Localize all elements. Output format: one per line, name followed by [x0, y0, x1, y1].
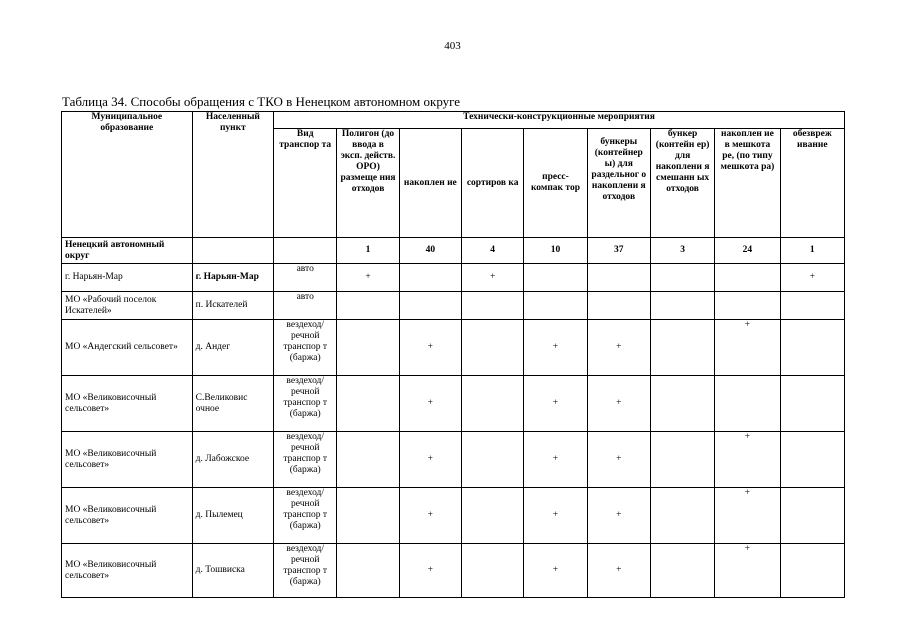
measure-cell: + — [524, 488, 587, 544]
table-caption: Таблица 34. Способы обращения с ТКО в Ненецком автономном округе — [62, 94, 461, 109]
total-value: 24 — [715, 238, 780, 264]
measure-cell — [462, 432, 524, 488]
measure-cell — [337, 488, 399, 544]
transport-cell: вездеход/ речной транспор т (баржа) — [274, 432, 337, 488]
total-value: 10 — [524, 238, 587, 264]
total-municipality: Ненецкий автономный округ — [62, 238, 193, 264]
measure-cell — [780, 320, 844, 376]
table-row — [62, 376, 845, 432]
measure-cell: + — [587, 320, 650, 376]
measure-cell — [715, 264, 780, 292]
settlement-header: Населенный пункт — [192, 112, 273, 238]
accumulation-header: накоплен ие — [399, 129, 461, 238]
municipality-cell: МО «Великовисочный сельсовет» — [62, 488, 193, 544]
settlement-cell: д. Тошвиска — [192, 544, 273, 598]
municipality-cell: г. Нарьян-Мар — [62, 264, 193, 292]
measure-cell — [399, 292, 461, 320]
transport-cell: вездеход/ речной транспор т (баржа) — [274, 488, 337, 544]
measure-cell — [337, 320, 399, 376]
settlement-cell: п. Искателей — [192, 292, 273, 320]
measure-cell — [650, 488, 714, 544]
measure-cell: + — [780, 264, 844, 292]
measure-cell — [650, 320, 714, 376]
measure-cell — [462, 376, 524, 432]
total-settlement — [192, 238, 273, 264]
header-row-1 — [62, 112, 845, 129]
total-row — [62, 238, 845, 264]
measure-cell: + — [399, 432, 461, 488]
settlement-cell: г. Нарьян-Мар — [192, 264, 273, 292]
transport-cell: авто — [274, 292, 337, 320]
table-row — [62, 432, 845, 488]
measure-cell: + — [715, 544, 780, 598]
measure-cell: + — [399, 320, 461, 376]
municipality-cell: МО «Великовисочный сельсовет» — [62, 544, 193, 598]
measure-cell — [337, 432, 399, 488]
transport-cell: вездеход/ речной транспор т (баржа) — [274, 320, 337, 376]
transport-cell: авто — [274, 264, 337, 292]
measure-cell — [780, 292, 844, 320]
total-value: 1 — [337, 238, 399, 264]
settlement-cell: С.Великовис очное — [192, 376, 273, 432]
measure-cell — [462, 544, 524, 598]
table-row — [62, 320, 845, 376]
measure-cell: + — [524, 432, 587, 488]
measure-cell — [780, 488, 844, 544]
measure-cell: + — [399, 544, 461, 598]
measure-cell: + — [587, 488, 650, 544]
measure-cell: + — [587, 544, 650, 598]
sorting-header: сортиров ка — [462, 129, 524, 238]
total-value — [274, 238, 337, 264]
measure-cell: + — [462, 264, 524, 292]
measure-cell — [715, 376, 780, 432]
measure-cell: + — [715, 320, 780, 376]
bag-accumulation-header: накоплен ие в мешкота ре, (по типу мешкота ра) — [715, 129, 780, 238]
measure-cell — [524, 292, 587, 320]
measure-cell — [780, 376, 844, 432]
waste-management-table — [61, 111, 845, 598]
measure-cell: + — [715, 432, 780, 488]
measure-cell — [462, 320, 524, 376]
transport-cell: вездеход/ речной транспор т (баржа) — [274, 376, 337, 432]
table-row — [62, 264, 845, 292]
settlement-cell: д. Андег — [192, 320, 273, 376]
municipality-cell: МО «Рабочий поселок Искателей» — [62, 292, 193, 320]
measure-cell — [587, 292, 650, 320]
page-number: 403 — [444, 40, 461, 52]
mixed-bin-header: бункер (контейн ер) для накоплени я смешанн ых отходов — [650, 129, 714, 238]
municipality-cell: МО «Великовисочный сельсовет» — [62, 376, 193, 432]
total-value: 4 — [462, 238, 524, 264]
measure-cell — [780, 544, 844, 598]
measure-cell — [650, 432, 714, 488]
measure-cell: + — [524, 320, 587, 376]
settlement-cell: д. Лабожское — [192, 432, 273, 488]
transport-cell: вездеход/ речной транспор т (баржа) — [274, 544, 337, 598]
total-value: 37 — [587, 238, 650, 264]
measure-cell — [399, 264, 461, 292]
municipality-cell: МО «Великовисочный сельсовет» — [62, 432, 193, 488]
total-value: 3 — [650, 238, 714, 264]
measure-cell: + — [587, 432, 650, 488]
separate-bins-header: бункеры (контейнер ы) для раздельног о накоплени я отходов — [587, 129, 650, 238]
measure-cell — [462, 292, 524, 320]
measure-cell: + — [524, 376, 587, 432]
table-row — [62, 488, 845, 544]
measure-cell — [524, 264, 587, 292]
measure-cell: + — [399, 488, 461, 544]
measure-cell — [337, 376, 399, 432]
measure-cell — [462, 488, 524, 544]
measures-group-header: Технически-конструкционные мероприятия — [274, 112, 845, 129]
transport-type-header: Вид транспор та — [274, 129, 337, 238]
table-row — [62, 292, 845, 320]
measure-cell — [337, 544, 399, 598]
press-compactor-header: пресс-компак тор — [524, 129, 587, 238]
municipality-cell: МО «Андегский сельсовет» — [62, 320, 193, 376]
measure-cell — [715, 292, 780, 320]
measure-cell — [650, 376, 714, 432]
table-row — [62, 544, 845, 598]
measure-cell — [780, 432, 844, 488]
measure-cell: + — [337, 264, 399, 292]
measure-cell — [650, 544, 714, 598]
neutralization-header: обезвреж ивание — [780, 129, 844, 238]
measure-cell — [650, 264, 714, 292]
municipality-header: Муниципальное образование — [62, 112, 193, 238]
measure-cell: + — [587, 376, 650, 432]
settlement-cell: д. Пылемец — [192, 488, 273, 544]
measure-cell: + — [399, 376, 461, 432]
total-value: 1 — [780, 238, 844, 264]
total-value: 40 — [399, 238, 461, 264]
landfill-header: Полигон (до ввода в эксп. действ. ОРО) размеще ния отходов — [337, 129, 399, 238]
measure-cell — [337, 292, 399, 320]
measure-cell — [650, 292, 714, 320]
measure-cell: + — [715, 488, 780, 544]
measure-cell: + — [524, 544, 587, 598]
measure-cell — [587, 264, 650, 292]
